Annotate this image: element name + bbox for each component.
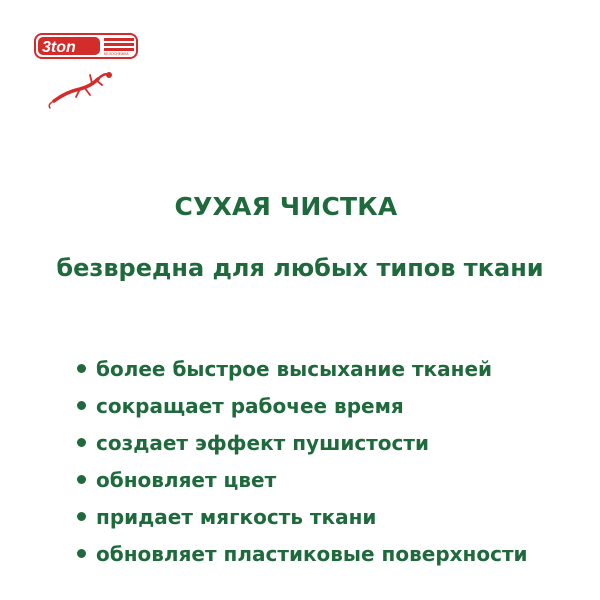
- list-item-text: обновляет пластиковые поверхности: [96, 541, 528, 566]
- list-item: [77, 350, 528, 387]
- svg-text:3ton: 3ton: [42, 39, 76, 56]
- lizard-icon: [49, 73, 111, 109]
- bullet-icon: [77, 512, 86, 521]
- bullet-icon: [77, 401, 86, 410]
- brand-logo-graphic: [34, 33, 138, 113]
- list-item-text: создает эффект пушистости: [96, 430, 429, 455]
- list-item-text: придает мягкость ткани: [96, 504, 377, 529]
- list-item: [77, 498, 528, 535]
- page-title: СУХАЯ ЧИСТКА: [174, 192, 398, 221]
- bullet-icon: [77, 364, 86, 373]
- brand-logo: [34, 33, 138, 113]
- bullet-icon: [77, 438, 86, 447]
- bullet-icon: [77, 475, 86, 484]
- benefits-list: [77, 350, 528, 572]
- list-item: [77, 535, 528, 572]
- list-item: [77, 387, 528, 424]
- svg-text:БЕЛОСНЕЖКА: БЕЛОСНЕЖКА: [104, 52, 129, 56]
- list-item-text: более быстрое высыхание тканей: [96, 356, 493, 381]
- page-subtitle: безвредна для любых типов ткани: [56, 254, 544, 282]
- list-item-text: обновляет цвет: [96, 467, 277, 492]
- bullet-icon: [77, 549, 86, 558]
- list-item: [77, 461, 528, 498]
- list-item-text: сокращает рабочее время: [96, 393, 404, 418]
- list-item: [77, 424, 528, 461]
